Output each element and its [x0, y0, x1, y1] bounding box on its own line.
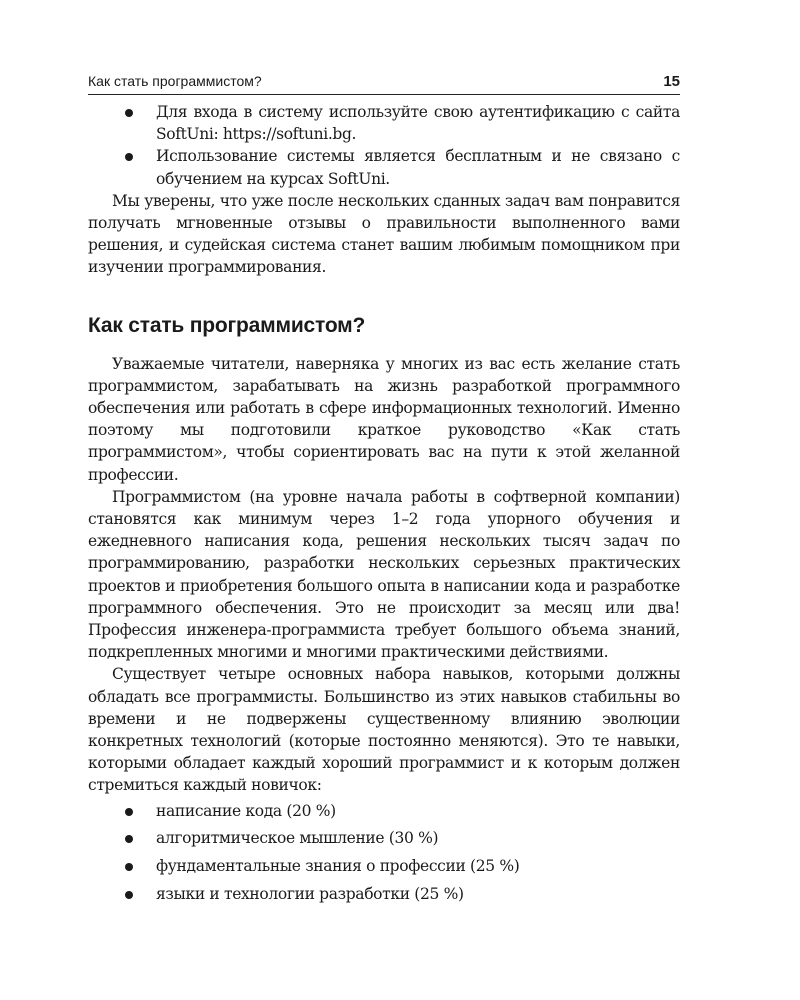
paragraph: Существует четыре основных набора навыков, которыми должны обладать все программисты. Большинство из этих навыков стабильны во времени и не подвержены существенному влиянию эволюции конкретных технологий (которые постоянно меняются). Это те навыки, которыми обладает каждый хороший программист и к которым должен стремиться каждый новичок: [88, 665, 680, 795]
intro-paragraph: Мы уверены, что уже после нескольких сданных задач вам понравится получать мгновенные отзывы о правильности выполненного вами решения, и судейская система станет вашим любимым помощником при изучении программирования. [88, 191, 680, 277]
list-item [88, 101, 680, 145]
list-item-text: Для входа в систему используйте свою аутентификацию с сайта SoftUni: https://softuni.bg. [156, 103, 680, 144]
system-notes-list [88, 101, 680, 190]
list-item [88, 827, 680, 849]
bullet-icon [125, 891, 133, 899]
page-number: 15 [663, 73, 680, 90]
skill-text: фундаментальные знания о профессии (25 %) [156, 857, 520, 876]
page-body [88, 101, 680, 905]
paragraph: Программистом (на уровне начала работы в софтверной компании) становятся как минимум через 1–2 года упорного обучения и ежедневного написания кода, решения нескольких тысяч задач по программированию, разработки нескольких серьезных практических проектов и приобретения большого опыта в написании кода и разработке программного обеспечения. Это не происходит за месяц или два! Профессия инженера-программиста требует большого объема знаний, подкрепленных многими и многими практическими действиями. [88, 487, 680, 662]
bullet-icon [125, 153, 133, 161]
running-title: Как стать программистом? [88, 73, 262, 89]
skill-text: написание кода (20 %) [156, 801, 336, 820]
skill-text: алгоритмическое мышление (30 %) [156, 829, 439, 848]
list-item [88, 145, 680, 189]
list-item [88, 855, 680, 877]
list-item [88, 883, 680, 905]
bullet-icon [125, 109, 133, 117]
paragraph: Уважаемые читатели, наверняка у многих из вас есть желание стать программистом, зарабатывать на жизнь разработкой программного обеспечения или работать в сфере информационных технологий. Именно поэтому мы подготовили краткое руководство «Как стать программистом», чтобы сориентировать вас на пути к этой желанной профессии. [88, 354, 680, 484]
skill-text: языки и технологии разработки (25 %) [156, 884, 464, 903]
skills-list [88, 800, 680, 905]
bullet-icon [125, 863, 133, 871]
list-item-text: Использование системы является бесплатным и не связано с обучением на курсах SoftUni. [156, 147, 680, 188]
bullet-icon [125, 835, 133, 843]
bullet-icon [125, 808, 133, 816]
book-page [88, 70, 680, 911]
list-item [88, 800, 680, 822]
section-title: Как стать программистом? [88, 313, 366, 337]
running-header [88, 70, 680, 95]
